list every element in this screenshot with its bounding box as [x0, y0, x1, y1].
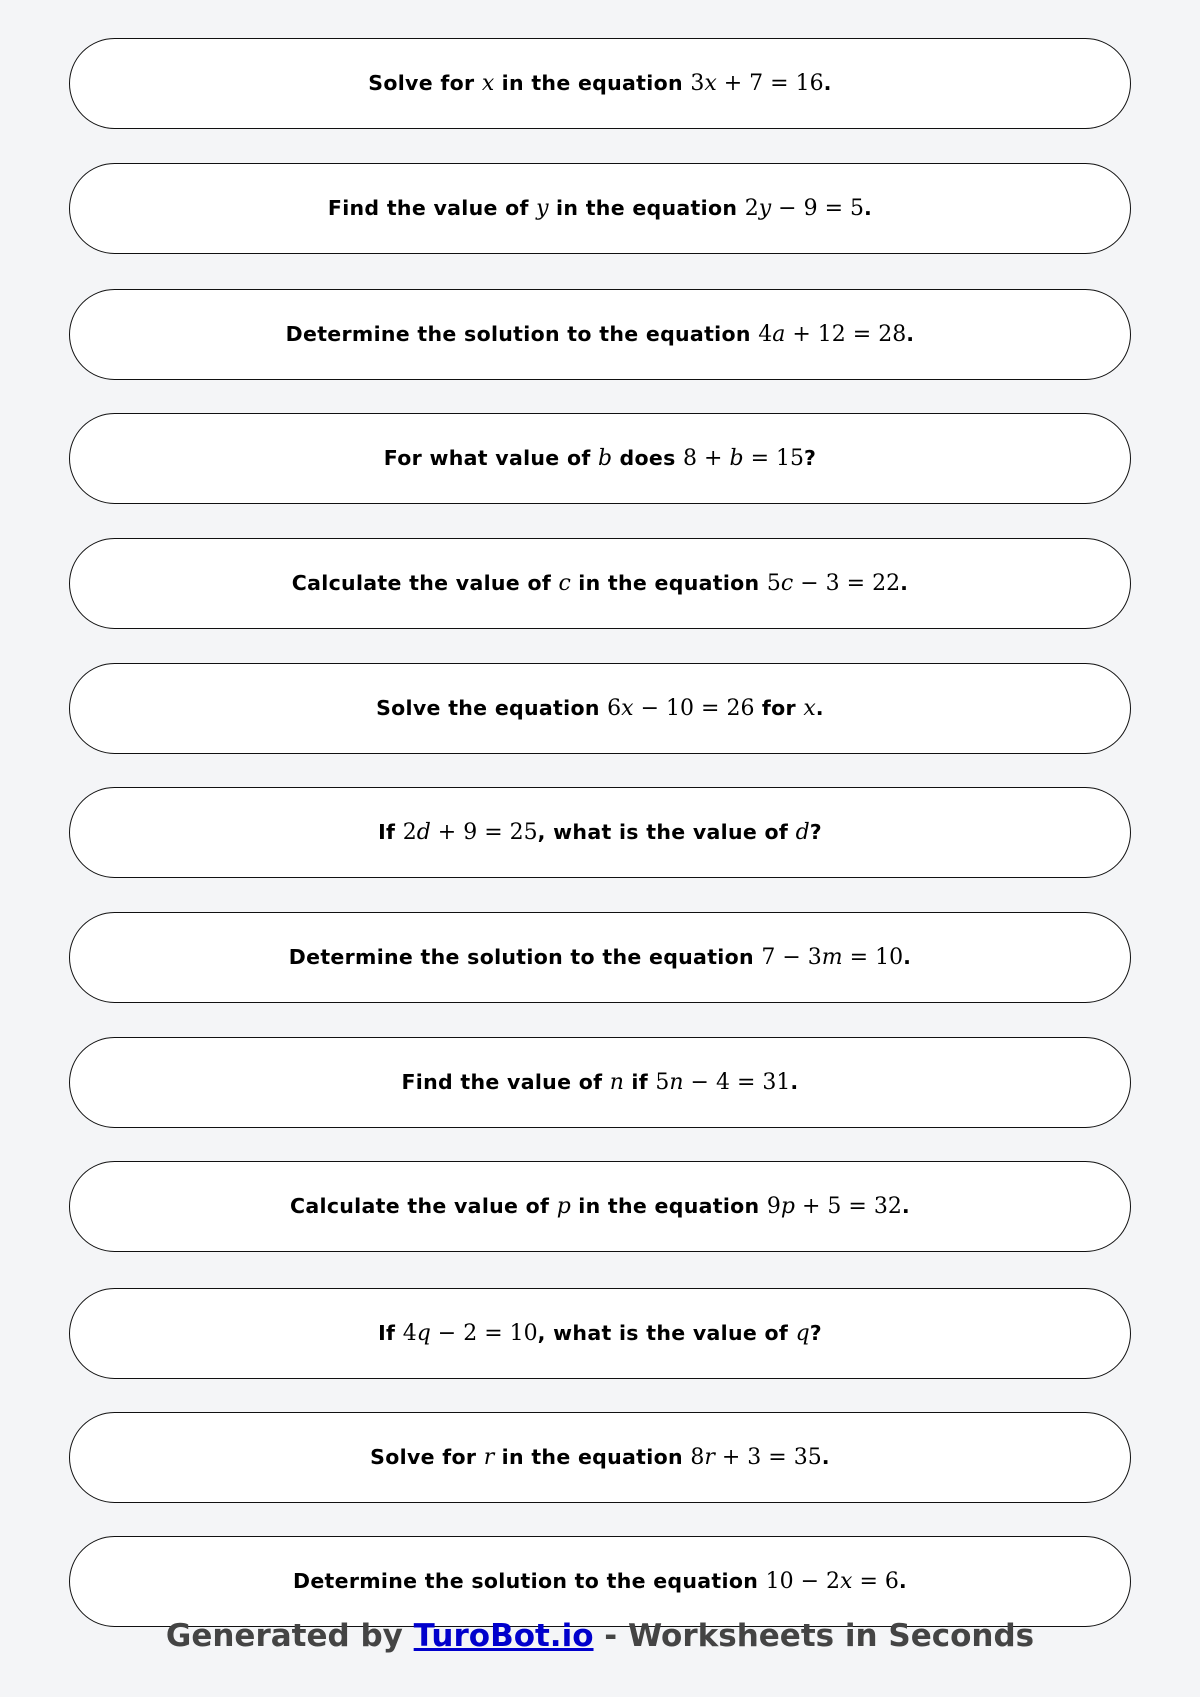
question-text: [290, 1194, 910, 1219]
question-card: [69, 163, 1131, 254]
question-segment: , what is the value of: [537, 820, 796, 844]
question-segment: .: [906, 322, 915, 346]
footer-credit: [0, 1618, 1200, 1654]
question-text: [370, 1445, 830, 1470]
question-segment: Find the value of: [401, 1070, 610, 1094]
question-segment: Calculate the value of: [291, 571, 559, 595]
question-card: [69, 663, 1131, 754]
question-segment: If: [378, 1321, 403, 1345]
question-text: [368, 71, 831, 96]
math-expression: q: [795, 1321, 810, 1346]
question-card: [69, 1161, 1131, 1252]
question-segment: ?: [804, 446, 817, 470]
question-segment: Determine the solution to the equation: [288, 945, 762, 969]
question-segment: If: [378, 820, 403, 844]
question-card: [69, 1412, 1131, 1503]
question-segment: Determine the solution to the equation: [285, 322, 759, 346]
math-expression: 3x + 7 = 16: [690, 71, 824, 96]
question-segment: in the equation: [570, 571, 767, 595]
math-expression: 5n − 4 = 31: [655, 1070, 791, 1095]
question-segment: .: [815, 696, 824, 720]
question-card: [69, 1288, 1131, 1379]
math-expression: x: [803, 696, 816, 721]
question-segment: Solve for: [370, 1445, 484, 1469]
question-segment: , what is the value of: [537, 1321, 796, 1345]
math-expression: 9p + 5 = 32: [766, 1194, 902, 1219]
question-card: [69, 1536, 1131, 1627]
question-segment: .: [900, 571, 909, 595]
question-segment: .: [790, 1070, 799, 1094]
question-text: [286, 322, 915, 347]
question-segment: for: [754, 696, 804, 720]
math-expression: r: [483, 1445, 495, 1470]
question-segment: in the equation: [548, 196, 745, 220]
question-segment: ?: [809, 1321, 822, 1345]
question-text: [401, 1070, 798, 1095]
question-text: [292, 571, 908, 596]
question-segment: .: [823, 71, 832, 95]
math-expression: n: [609, 1070, 624, 1095]
math-expression: p: [556, 1194, 571, 1219]
question-text: [378, 1321, 822, 1346]
question-card: [69, 538, 1131, 629]
math-expression: 7 − 3m = 10: [761, 945, 904, 970]
math-expression: 10 − 2x = 6: [765, 1569, 899, 1594]
question-card: [69, 1037, 1131, 1128]
question-card: [69, 912, 1131, 1003]
question-text: [328, 196, 872, 221]
math-expression: d: [795, 820, 810, 845]
question-segment: Calculate the value of: [290, 1194, 557, 1218]
math-expression: 8 + b = 15: [683, 446, 804, 471]
math-expression: y: [536, 196, 549, 221]
question-segment: in the equation: [494, 71, 691, 95]
math-expression: 4q − 2 = 10: [402, 1321, 538, 1346]
question-segment: does: [612, 446, 684, 470]
question-segment: For what value of: [383, 446, 598, 470]
question-text: [289, 945, 911, 970]
question-segment: Solve for: [368, 71, 482, 95]
math-expression: 8r + 3 = 35: [690, 1445, 822, 1470]
question-card: [69, 289, 1131, 380]
math-expression: 6x − 10 = 26: [607, 696, 755, 721]
question-segment: .: [821, 1445, 830, 1469]
question-segment: Find the value of: [327, 196, 537, 220]
question-segment: .: [901, 1194, 910, 1218]
question-segment: in the equation: [570, 1194, 767, 1218]
question-card: [69, 787, 1131, 878]
question-card: [69, 38, 1131, 129]
question-segment: in the equation: [494, 1445, 691, 1469]
question-text: [376, 696, 824, 721]
question-segment: ?: [809, 820, 822, 844]
footer-prefix: Generated by: [165, 1618, 414, 1654]
math-expression: 4a + 12 = 28: [758, 322, 907, 347]
footer-suffix: - Worksheets in Seconds: [593, 1618, 1035, 1654]
question-segment: Determine the solution to the equation: [293, 1569, 766, 1593]
math-expression: 2y − 9 = 5: [744, 196, 864, 221]
question-segment: .: [903, 945, 912, 969]
question-segment: .: [864, 196, 873, 220]
question-segment: Solve the equation: [376, 696, 608, 720]
math-expression: b: [598, 446, 613, 471]
question-text: [384, 446, 816, 471]
math-expression: 5c − 3 = 22: [766, 571, 901, 596]
math-expression: 2d + 9 = 25: [402, 820, 538, 845]
question-text: [293, 1569, 907, 1594]
question-text: [378, 820, 822, 845]
question-segment: .: [898, 1569, 907, 1593]
math-expression: c: [558, 571, 571, 596]
turobot-link[interactable]: TuroBot.io: [413, 1618, 594, 1654]
question-card: [69, 413, 1131, 504]
math-expression: x: [481, 71, 495, 96]
question-segment: if: [623, 1070, 656, 1094]
